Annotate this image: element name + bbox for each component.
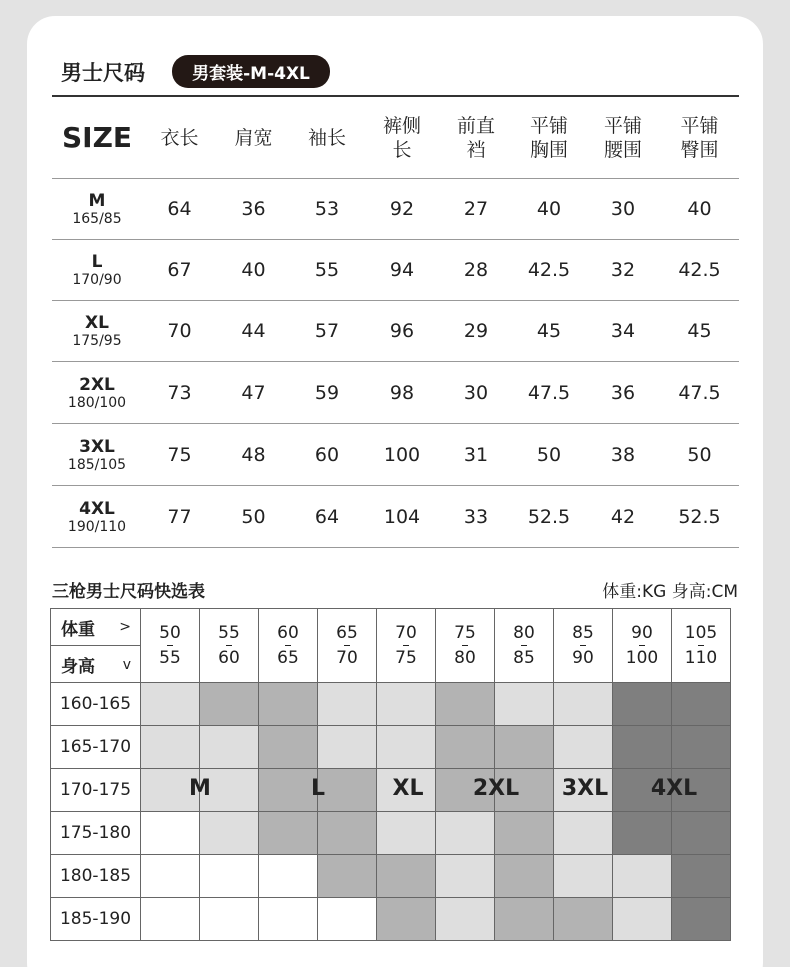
height-chest: 170/90 xyxy=(72,271,122,288)
measurement-value: 50 xyxy=(241,506,266,528)
weight-max: 60 xyxy=(218,648,240,668)
weight-range xyxy=(200,623,258,668)
weight-min: 70 xyxy=(395,623,417,643)
measurement-value: 40 xyxy=(241,259,266,281)
size-fill-cell xyxy=(259,726,318,769)
range-bar xyxy=(580,645,586,646)
weight-min: 60 xyxy=(277,623,299,643)
size-fill-cell xyxy=(495,812,554,855)
header-line: 衣长 xyxy=(160,126,199,149)
header-line: 平铺 xyxy=(680,114,719,137)
size-fill-cell xyxy=(495,898,554,941)
measurement-value: 36 xyxy=(241,198,266,220)
range-bar xyxy=(167,645,173,646)
measurement-value: 67 xyxy=(167,259,192,281)
size-fill-cell xyxy=(141,898,200,941)
height-row xyxy=(51,683,731,726)
measure-column-header xyxy=(586,114,660,162)
size-table-row xyxy=(52,240,739,301)
measurement-value: 38 xyxy=(610,444,636,466)
size-label-cell xyxy=(52,192,142,227)
weight-max: 65 xyxy=(277,648,299,668)
size-fill-cell xyxy=(613,855,672,898)
weight-range-header xyxy=(436,609,495,683)
measurement-value: 48 xyxy=(241,444,266,466)
size-fill-cell xyxy=(672,855,731,898)
measurement-value: 50 xyxy=(687,444,712,466)
measurement-value: 34 xyxy=(610,320,636,342)
measurement-value: 44 xyxy=(241,320,266,342)
size-fill-cell xyxy=(554,898,613,941)
header-line: 平铺 xyxy=(603,114,642,137)
measurement-value: 45 xyxy=(536,320,562,342)
size-table-row xyxy=(52,363,739,424)
size-fill-cell xyxy=(141,683,200,726)
weight-range-header xyxy=(318,609,377,683)
weight-max: 110 xyxy=(684,648,718,668)
weight-min: 75 xyxy=(454,623,476,643)
header-line: 平铺 xyxy=(529,114,568,137)
weight-range xyxy=(672,623,730,668)
height-row xyxy=(51,812,731,855)
measurement-value: 29 xyxy=(463,320,489,342)
weight-max: 100 xyxy=(625,648,659,668)
measurement-value: 30 xyxy=(610,198,636,220)
range-bar xyxy=(521,645,527,646)
measurement-value: 52.5 xyxy=(527,506,571,528)
measure-column-header xyxy=(217,126,290,150)
size-fill-cell xyxy=(318,855,377,898)
height-label: 身高 xyxy=(61,657,95,677)
height-row xyxy=(51,855,731,898)
weight-range xyxy=(141,623,199,668)
measurement-value: 60 xyxy=(314,444,340,466)
height-range-header: 185-190 xyxy=(51,898,141,941)
measurement-value: 30 xyxy=(463,382,489,404)
size-table-row xyxy=(52,179,739,240)
weight-range xyxy=(613,623,671,668)
weight-min: 65 xyxy=(336,623,358,643)
size-region-label: 2XL xyxy=(472,776,520,801)
height-range-header: 165-170 xyxy=(51,726,141,769)
measure-column-header xyxy=(290,126,364,150)
size-fill-cell xyxy=(613,726,672,769)
weight-min: 105 xyxy=(684,623,718,643)
quick-select-grid xyxy=(50,608,731,941)
size-code: 3XL xyxy=(79,436,115,457)
header-line: 裆 xyxy=(466,138,486,161)
header-line: 腰围 xyxy=(603,138,642,161)
range-bar xyxy=(226,645,232,646)
header-line: 胸围 xyxy=(529,138,568,161)
weight-range-header xyxy=(495,609,554,683)
measure-column-header xyxy=(364,114,440,162)
weight-range-header xyxy=(672,609,731,683)
weight-range xyxy=(495,623,553,668)
measurement-value: 47.5 xyxy=(678,382,721,404)
weight-max: 90 xyxy=(572,648,594,668)
size-label-cell xyxy=(52,500,142,535)
weight-min: 90 xyxy=(631,623,653,643)
weight-range-header xyxy=(259,609,318,683)
height-chest: 165/85 xyxy=(72,210,122,227)
size-fill-cell xyxy=(259,812,318,855)
size-fill-cell xyxy=(436,683,495,726)
measurement-value: 77 xyxy=(167,506,192,528)
page-title: 男士尺码 xyxy=(61,61,145,85)
header-line: 肩宽 xyxy=(234,126,273,149)
header-line: 裤侧 xyxy=(382,114,421,137)
range-bar xyxy=(639,645,645,646)
quick-select-title: 三枪男士尺码快选表 xyxy=(52,582,205,602)
weight-min: 80 xyxy=(513,623,535,643)
measurement-value: 52.5 xyxy=(678,506,721,528)
size-fill-cell xyxy=(200,683,259,726)
size-fill-cell xyxy=(495,683,554,726)
size-fill-cell xyxy=(200,812,259,855)
weight-min: 85 xyxy=(572,623,594,643)
measurement-value: 33 xyxy=(463,506,489,528)
size-code: 2XL xyxy=(79,374,115,395)
measurement-value: 64 xyxy=(167,198,192,220)
range-bar xyxy=(285,645,291,646)
weight-min: 55 xyxy=(218,623,240,643)
size-fill-cell xyxy=(318,683,377,726)
measurement-value: 32 xyxy=(610,259,636,281)
measurement-value: 100 xyxy=(383,444,421,466)
measurement-value: 55 xyxy=(314,259,340,281)
weight-range xyxy=(259,623,317,668)
measurement-value: 64 xyxy=(314,506,340,528)
size-region-label: 4XL xyxy=(650,776,698,801)
size-fill-cell xyxy=(554,855,613,898)
size-label-cell xyxy=(52,438,142,473)
measurement-value: 53 xyxy=(314,198,340,220)
size-label-cell xyxy=(52,314,142,349)
weight-range xyxy=(554,623,612,668)
height-axis-label xyxy=(51,646,141,683)
measurement-value: 42.5 xyxy=(678,259,721,281)
header-line: 长 xyxy=(392,138,412,161)
header-line: 前直 xyxy=(456,114,495,137)
height-row xyxy=(51,726,731,769)
weight-range xyxy=(436,623,494,668)
measurement-value: 47.5 xyxy=(527,382,571,404)
size-fill-cell xyxy=(436,898,495,941)
size-region-label: L xyxy=(310,776,326,801)
measurement-value: 47 xyxy=(241,382,266,404)
size-code: 4XL xyxy=(79,498,115,519)
size-region-label: XL xyxy=(392,776,424,801)
size-table-row xyxy=(52,487,739,548)
measurement-value: 31 xyxy=(463,444,489,466)
size-fill-cell xyxy=(141,855,200,898)
measurement-value: 28 xyxy=(463,259,489,281)
measurement-value: 40 xyxy=(687,198,712,220)
weight-range-header xyxy=(554,609,613,683)
axis-corner xyxy=(51,609,141,683)
range-bar xyxy=(344,645,350,646)
measurement-value: 75 xyxy=(167,444,192,466)
measure-column-header xyxy=(142,126,217,150)
weight-axis-label xyxy=(51,609,141,646)
size-fill-cell xyxy=(377,726,436,769)
measurement-value: 59 xyxy=(314,382,340,404)
size-label-cell xyxy=(52,376,142,411)
size-label-cell xyxy=(52,253,142,288)
size-fill-cell xyxy=(613,812,672,855)
size-fill-cell xyxy=(554,726,613,769)
height-range-header: 175-180 xyxy=(51,812,141,855)
size-table-header-row xyxy=(52,97,739,179)
measurement-value: 73 xyxy=(167,382,192,404)
measurement-value: 57 xyxy=(314,320,340,342)
size-table-row xyxy=(52,301,739,362)
measure-column-header xyxy=(440,114,512,162)
set-range-badge: 男套装-M-4XL xyxy=(172,55,330,88)
size-fill-cell xyxy=(259,769,318,812)
height-chest: 180/100 xyxy=(67,394,127,411)
measurement-value: 94 xyxy=(389,259,415,281)
height-row xyxy=(51,898,731,941)
size-column-header xyxy=(52,120,142,154)
height-chest: 190/110 xyxy=(67,518,127,535)
measure-column-header xyxy=(660,114,739,162)
size-fill-cell xyxy=(495,855,554,898)
height-chest: 175/95 xyxy=(72,332,122,349)
weight-max: 85 xyxy=(513,648,535,668)
weight-range-header xyxy=(377,609,436,683)
height-range-header: 160-165 xyxy=(51,683,141,726)
size-fill-cell xyxy=(259,898,318,941)
size-code: L xyxy=(91,251,103,272)
measurement-value: 42.5 xyxy=(527,259,571,281)
size-fill-cell xyxy=(672,812,731,855)
weight-range-header xyxy=(141,609,200,683)
size-fill-cell xyxy=(613,898,672,941)
down-arrow-icon: v xyxy=(122,656,131,673)
size-fill-cell xyxy=(200,898,259,941)
measurement-value: 36 xyxy=(610,382,636,404)
size-fill-cell xyxy=(318,769,377,812)
measurement-value: 45 xyxy=(687,320,712,342)
right-arrow-icon: > xyxy=(119,619,131,635)
measurement-value: 98 xyxy=(389,382,415,404)
size-fill-cell xyxy=(200,726,259,769)
header-line: SIZE xyxy=(62,120,133,154)
range-bar xyxy=(403,645,409,646)
size-fill-cell xyxy=(200,855,259,898)
size-fill-cell xyxy=(377,812,436,855)
size-region-label: M xyxy=(189,776,211,801)
weight-max: 55 xyxy=(159,648,181,668)
height-chest: 185/105 xyxy=(67,456,127,473)
size-code: XL xyxy=(85,312,109,333)
size-fill-cell xyxy=(672,898,731,941)
measurement-value: 70 xyxy=(167,320,192,342)
range-bar xyxy=(462,645,468,646)
range-bar xyxy=(698,645,704,646)
height-range-header: 180-185 xyxy=(51,855,141,898)
measurement-value: 92 xyxy=(389,198,415,220)
size-fill-cell xyxy=(141,726,200,769)
weight-range xyxy=(318,623,376,668)
measurement-value: 27 xyxy=(463,198,489,220)
size-fill-cell xyxy=(436,855,495,898)
measurement-value: 40 xyxy=(536,198,562,220)
size-fill-cell xyxy=(672,683,731,726)
size-fill-cell xyxy=(259,855,318,898)
measure-column-header xyxy=(512,114,586,162)
size-fill-cell xyxy=(436,812,495,855)
header-line: 臀围 xyxy=(680,138,719,161)
weight-range xyxy=(377,623,435,668)
size-fill-cell xyxy=(495,726,554,769)
size-fill-cell xyxy=(554,812,613,855)
size-fill-cell xyxy=(318,726,377,769)
weight-label: 体重 xyxy=(61,619,95,640)
size-region-label: 3XL xyxy=(561,776,609,801)
size-fill-cell xyxy=(377,683,436,726)
weight-max: 70 xyxy=(336,648,358,668)
size-fill-cell xyxy=(318,898,377,941)
weight-min: 50 xyxy=(159,623,181,643)
size-fill-cell xyxy=(672,726,731,769)
weight-max: 75 xyxy=(395,648,417,668)
height-range-header: 170-175 xyxy=(51,769,141,812)
size-fill-cell xyxy=(377,898,436,941)
size-table-row xyxy=(52,425,739,486)
measurement-value: 42 xyxy=(610,506,636,528)
header-line: 袖长 xyxy=(307,126,346,149)
size-fill-cell xyxy=(318,812,377,855)
unit-note: 体重:KG 身高:CM xyxy=(602,582,738,602)
size-fill-cell xyxy=(377,855,436,898)
size-code: M xyxy=(88,190,106,211)
size-fill-cell xyxy=(141,812,200,855)
size-fill-cell xyxy=(554,683,613,726)
size-fill-cell xyxy=(613,683,672,726)
measurement-value: 96 xyxy=(389,320,415,342)
measurement-value: 104 xyxy=(383,506,421,528)
size-fill-cell xyxy=(259,683,318,726)
weight-range-header xyxy=(613,609,672,683)
weight-range-header xyxy=(200,609,259,683)
height-row xyxy=(51,769,731,812)
weight-max: 80 xyxy=(454,648,476,668)
size-fill-cell xyxy=(436,726,495,769)
measurement-value: 50 xyxy=(536,444,562,466)
